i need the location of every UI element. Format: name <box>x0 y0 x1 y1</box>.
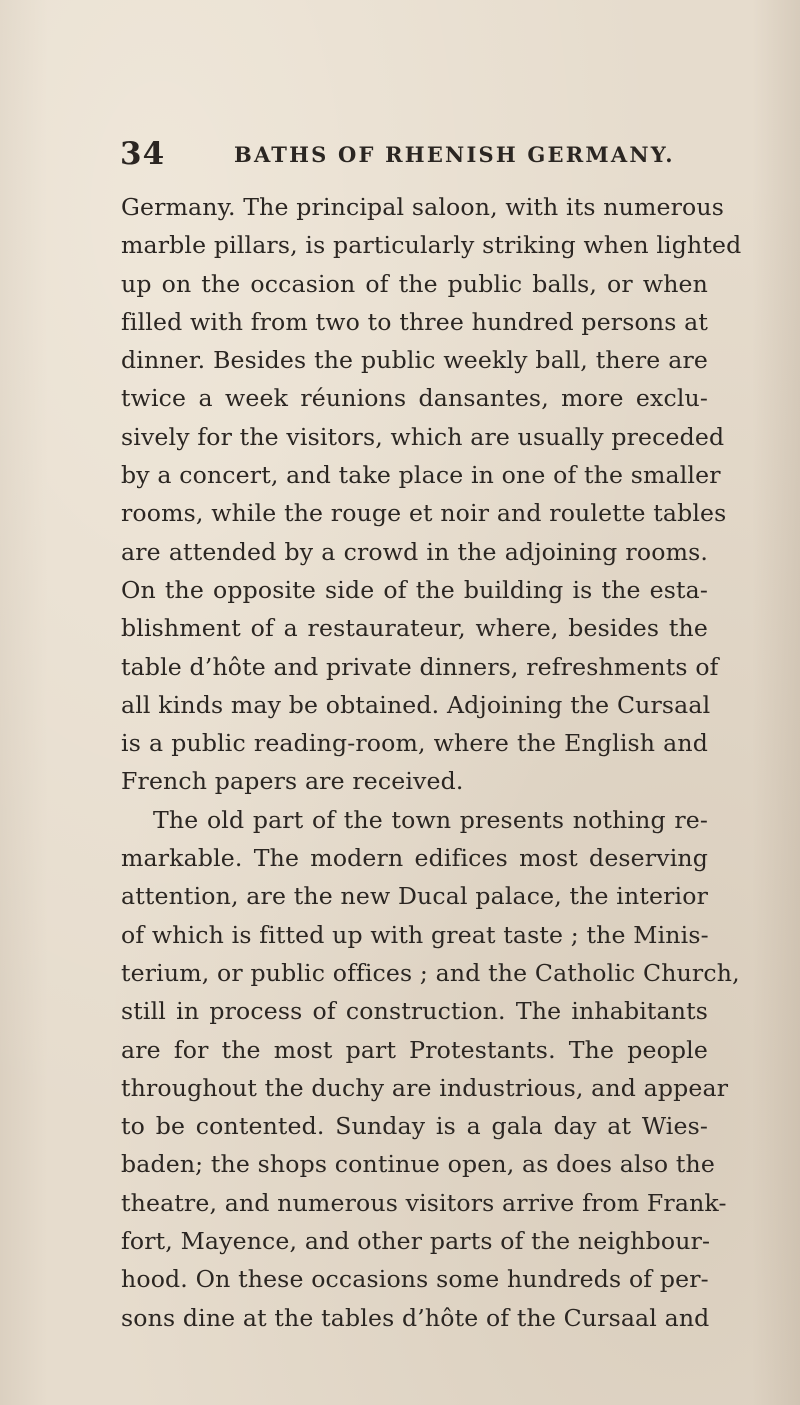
text-line: is a public reading-room, where the English and <box>121 729 708 758</box>
text-line: are for the most part Protestants. The people <box>121 1035 708 1064</box>
text-line: of which is fitted up with great taste ; the Minis- <box>121 920 709 949</box>
text-line: marble pillars, is particularly striking when lighted <box>121 231 742 260</box>
text-line: to be contented. Sunday is a gala day at Wies- <box>121 1112 708 1141</box>
body-text <box>121 188 742 1337</box>
text-line: sively for the visitors, which are usually preceded <box>121 422 725 451</box>
text-line: still in process of construction. The inhabitants <box>121 997 708 1026</box>
text-line: blishment of a restaurateur, where, besides the <box>121 614 708 643</box>
text-line: On the opposite side of the building is the esta- <box>121 575 708 604</box>
running-title: BATHS OF RHENISH GERMANY. <box>234 142 675 167</box>
text-line: fort, Mayence, and other parts of the neighbour- <box>121 1227 711 1256</box>
text-line: rooms, while the rouge et noir and roulette tables <box>121 499 727 528</box>
text-line: up on the occasion of the public balls, or when <box>121 269 708 298</box>
paragraph-last-line: French papers are received. <box>121 767 464 796</box>
text-line: Germany. The principal saloon, with its numerous <box>121 193 724 221</box>
text-line: attention, are the new Ducal palace, the interior <box>121 882 708 911</box>
text-line: markable. The modern edifices most deserving <box>121 844 708 873</box>
text-line: by a concert, and take place in one of the smaller <box>121 461 721 490</box>
text-line: table d’hôte and private dinners, refreshments of <box>121 652 719 681</box>
text-line: theatre, and numerous visitors arrive from Frank- <box>121 1188 727 1217</box>
page-number: 34 <box>120 136 166 172</box>
text-line: all kinds may be obtained. Adjoining the Cursaal <box>121 690 711 719</box>
running-head <box>120 134 720 174</box>
text-line: baden; the shops continue open, as does also the <box>121 1150 716 1179</box>
text-line: filled with from two to three hundred persons at <box>121 307 708 336</box>
text-line: twice a week réunions dansantes, more exclu- <box>121 384 708 413</box>
text-line: throughout the duchy are industrious, and appear <box>121 1073 729 1102</box>
paragraph-first-line: The old part of the town presents nothing re- <box>153 805 708 834</box>
text-line: sons dine at the tables d’hôte of the Cursaal and <box>121 1303 710 1332</box>
text-line: terium, or public offices ; and the Catholic Church, <box>121 958 740 987</box>
text-line: dinner. Besides the public weekly ball, there are <box>121 346 708 375</box>
text-line: hood. On these occasions some hundreds of per- <box>121 1265 709 1294</box>
text-line: are attended by a crowd in the adjoining rooms. <box>121 537 708 566</box>
